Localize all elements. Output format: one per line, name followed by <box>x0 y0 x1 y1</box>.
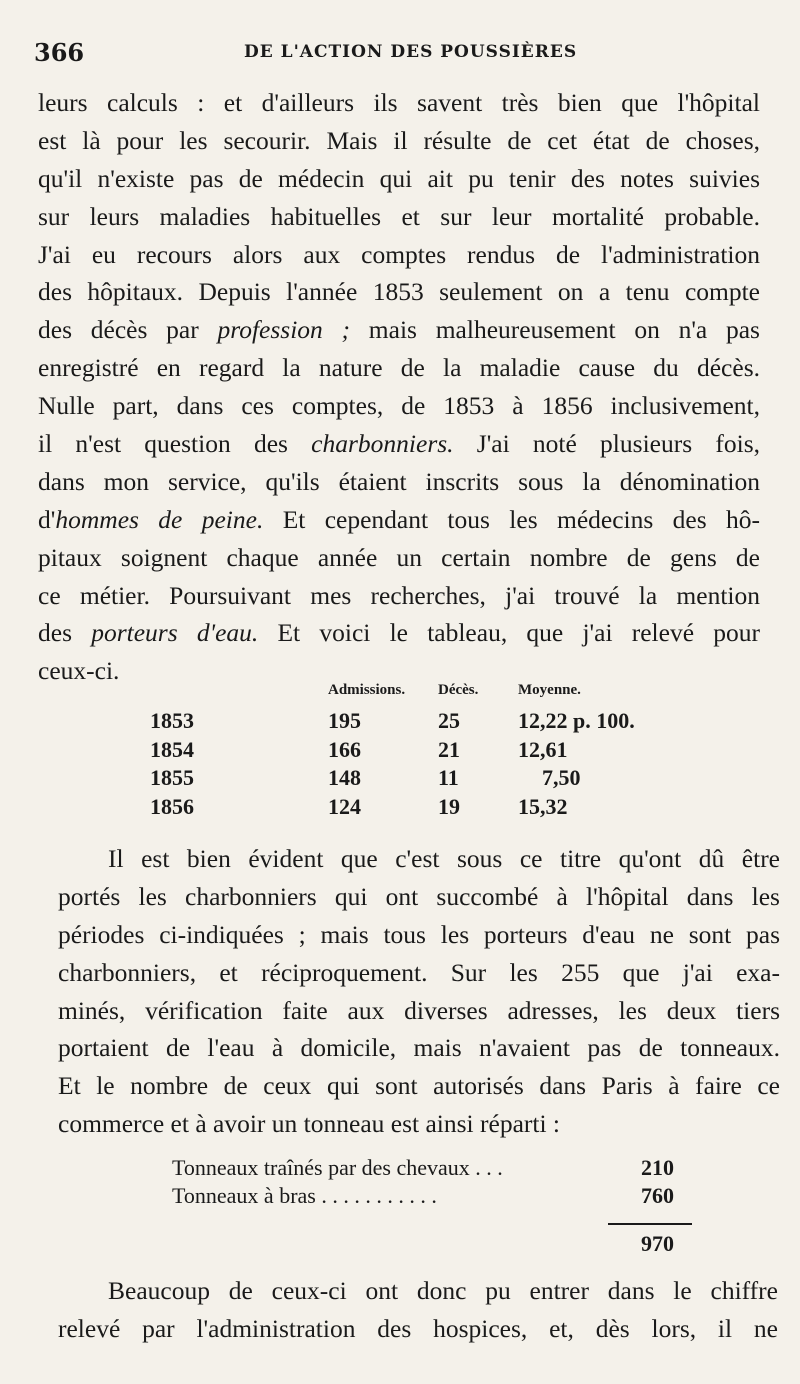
barrel-count-list <box>172 1155 692 1256</box>
page-header <box>34 38 754 78</box>
text-line: des porteurs d'eau. Et voici le tableau, que j'ai relevé pour <box>38 618 760 648</box>
cell-admissions: 148 <box>328 765 361 790</box>
table-row <box>150 794 750 823</box>
cell-average: 12,22 p. 100. <box>518 708 635 733</box>
cell-deaths: 21 <box>438 736 460 762</box>
text-line: Nulle part, dans ces comptes, de 1853 à 1856 inclusivement, <box>38 391 760 421</box>
item-label: Tonneaux traînés par des chevaux . . . <box>172 1155 503 1180</box>
cell-year: 1854 <box>150 736 194 762</box>
cell-average: 7,50 <box>542 765 581 790</box>
cell-deaths: 19 <box>438 793 460 819</box>
cell-admissions: 124 <box>328 793 361 819</box>
text-line: pitaux soignent chaque année un certain nombre de gens de <box>38 542 760 572</box>
text-line: Beaucoup de ceux-ci ont donc pu entrer dans le chiffre <box>108 1276 778 1305</box>
cell-admissions: 166 <box>328 736 361 762</box>
cell-year: 1855 <box>150 765 194 790</box>
table-row <box>150 737 750 766</box>
page-number: 366 <box>34 38 85 67</box>
text-line: qu'il n'existe pas de médecin qui ait pu tenir des notes suivies <box>38 163 760 193</box>
cell-average: 12,61 <box>518 736 568 762</box>
running-title: DE L'ACTION DES POUSSIÈRES <box>244 42 578 62</box>
text-line: Et le nombre de ceux qui sont autorisés dans Paris à faire ce <box>58 1071 780 1101</box>
text-line: portaient de l'eau à domicile, mais n'avaient pas de tonneaux. <box>58 1033 780 1063</box>
table-row <box>150 765 750 794</box>
column-header: Décès. <box>438 682 479 698</box>
text-line: il n'est question des charbonniers. J'ai noté plusieurs fois, <box>38 429 760 459</box>
cell-admissions: 195 <box>328 708 361 733</box>
text-line: J'ai eu recours alors aux comptes rendus de l'administration <box>38 239 760 269</box>
paragraph-2 <box>58 840 780 1143</box>
text-line: dans mon service, qu'ils étaient inscrits sous la dénomination <box>38 466 760 496</box>
statistics-table <box>150 682 750 822</box>
text-line: périodes ci-indiquées ; mais tous les porteurs d'eau ne sont pas <box>58 919 780 949</box>
cell-year: 1856 <box>150 793 194 819</box>
text-line: relevé par l'administration des hospices, et, dès lors, il ne <box>58 1313 778 1343</box>
table-row <box>150 708 750 737</box>
text-line: est là pour les secourir. Mais il résulte de cet état de choses, <box>38 125 760 155</box>
cell-deaths: 11 <box>438 765 459 790</box>
sum-divider <box>608 1223 692 1225</box>
cell-year: 1853 <box>150 708 194 733</box>
item-label: Tonneaux à bras . . . . . . . . . . . <box>172 1183 437 1208</box>
list-item <box>172 1155 692 1183</box>
text-line: Il est bien évident que c'est sous ce titre qu'ont dû être <box>108 844 780 873</box>
cell-average: 15,32 <box>518 793 568 819</box>
text-line: commerce et à avoir un tonneau est ainsi réparti : <box>58 1109 561 1139</box>
cell-deaths: 25 <box>438 708 460 733</box>
paragraph-3 <box>58 1272 778 1348</box>
text-line: minés, vérification faite aux diverses adresses, les deux tiers <box>58 995 780 1025</box>
column-header: Moyenne. <box>518 682 581 698</box>
paragraph-1 <box>38 84 760 690</box>
item-value: 760 <box>641 1183 674 1208</box>
text-line: portés les charbonniers qui ont succombé à l'hôpital dans les <box>58 881 780 911</box>
sum-total: 970 <box>641 1231 674 1256</box>
text-line: ceux-ci. <box>38 656 120 686</box>
text-line: des hôpitaux. Depuis l'année 1853 seulement on a tenu compte <box>38 277 760 307</box>
text-line: leurs calculs : et d'ailleurs ils savent très bien que l'hôpital <box>38 88 760 117</box>
table-header <box>150 682 750 708</box>
list-item <box>172 1183 692 1211</box>
text-line: des décès par profession ; mais malheureusement on n'a pas <box>38 315 760 345</box>
text-line: sur leurs maladies habituelles et sur leur mortalité probable. <box>38 201 760 231</box>
item-value: 210 <box>641 1155 674 1180</box>
text-line: charbonniers, et réciproquement. Sur les 255 que j'ai exa- <box>58 957 780 987</box>
column-header: Admissions. <box>328 682 406 698</box>
text-line: enregistré en regard la nature de la maladie cause du décès. <box>38 353 760 383</box>
text-line: d'hommes de peine. Et cependant tous les médecins des hô- <box>38 504 760 534</box>
text-line: ce métier. Poursuivant mes recherches, j'ai trouvé la mention <box>38 580 760 610</box>
